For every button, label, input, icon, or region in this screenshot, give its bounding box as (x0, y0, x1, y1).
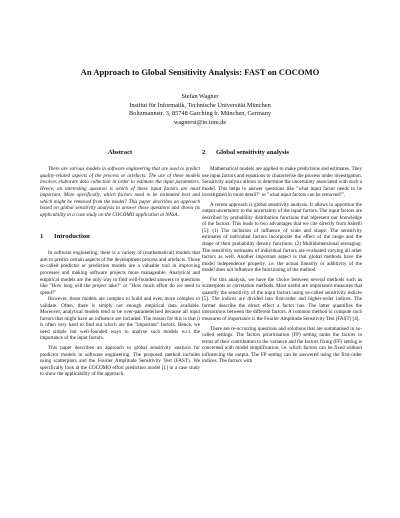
author-name: Stefan Wagner (181, 93, 219, 100)
section-number: 1 (40, 233, 44, 241)
abstract-heading: Abstract (107, 149, 133, 156)
author-email: wagnerst@in.tum.de (173, 118, 227, 126)
gsa-paragraph-2: A recent approach is global sensitivity analysis. It allows to apportion the output uncertainty to the uncertainty of the input factors. The input factors are described by probability distribution functions that represent our knowledge of the factors. This leads to two advantages that we cite directly from Saltelli [5]: (1) The inclusion of influence of scale and shape: The sensitivity estimates of individual factors incorporate the effect of the range and the shape of their probability density functions. (2) Multidimensional averaging: The sensitivity estimates of individual factors are evaluated varying all other factors as well. Another important aspect is that global methods have the model independence property, i.e. the actual linearity or additivity of the model does not influence the functioning of the method. (202, 201, 362, 274)
gsa-paragraph-4: There are re-occurring questions and solutions that are summarised in so-called settings. The factors prioritisation (FP) setting ranks the factors in terms of their contribution to the variance and the factors fixing (FF) setting is concerned with model simplification, i.e. which factors can be fixed without influencing the output. The FP setting can be answered using the first-order indices. The factors with (202, 325, 362, 365)
section-heading-gsa (202, 148, 362, 157)
section-number: 2 (202, 149, 206, 156)
section-heading-introduction (40, 232, 200, 241)
author-affiliation: Institut für Informatik, Technische Universität München (129, 101, 271, 109)
paper-title: An Approach to Global Sensitivity Analysis: FAST on COCOMO (80, 67, 320, 77)
author-block (40, 93, 360, 127)
intro-paragraph-1: In software engineering, there is a variety of (mathematical) models that aim to predict certain aspects of the development process and artefacts. Those so-called predictor or prediction models are a valuable tool in improving processes and making software projects more manageable. Analytical and empirical models are the only way to find well-founded answers to questions like "How long will the project take?" or "How much effort do we need to spend?" (40, 250, 200, 296)
section-title: Introduction (54, 233, 90, 241)
author-address: Boltzmannstr. 3, 85748 Garching b. München, Germany (128, 110, 271, 118)
intro-paragraph-2: However, those models are complex to build and even more complex to validate. Often, there is simply not enough empirical data available. Moreover, analytical models tend to be over-parameterised because all input factors that might have an influence are included. The reason for this is that it is often very hard to find out which are the "important" factors. Hence, we need simple but well-founded ways to analyse such models w.r.t the importance of the input factors. (40, 296, 200, 342)
abstract-text: There are various models in software engineering that are used to predict quality-related aspects of the process or artefacts. The use of these models involves elaborate data collection in order to estimate the input parameters. Hence, an interesting question is which of these input factors are most important. More specifically, which factors need to be estimated best and which might be removed from the model? This paper describes an approach based on global sensitivity analysis to answer these questions and shows its applicability in a case study on the COCOMO application at NASA. (40, 166, 200, 218)
intro-paragraph-3: This paper describes an approach to global sensitivity analysis for predictor models in software engineering. The proposed method includes using scatterplots and the Fourier Amplitude Sensitivity Test (FAST). We specifically look at the COCOMO effort prediction model [1] in a case study to show the applicability of the approach. (40, 345, 200, 378)
right-column (202, 148, 362, 365)
left-column (40, 148, 200, 378)
gsa-paragraph-3: For this analysis, we have the choice between several methods such as scatterplots or correlation methods. Most useful are importance measures that quantify the sensitivity of the input factors using so-called sensitivity indices [5]. The indices are divided into first-order and higher-order indices. The former describe the direct effect a factor has. The latter quantifies the interactions between the different factors. A common method to compute such measures of importance is the Fourier Amplitude Sensitivity Test (FAST) [4]. (202, 276, 362, 323)
section-title: Global sensitivity analysis (216, 149, 289, 156)
gsa-paragraph-1: Mathematical models are applied to make predictions and estimates. They use input factors and equations to characterise the process under investigation. Sensitivity analysis allows to determine the uncertainty associated with such a model. This helps to answer questions like "what input factor needs to be investigated in more detail?" or "what input factors can be removed?". (202, 166, 362, 199)
